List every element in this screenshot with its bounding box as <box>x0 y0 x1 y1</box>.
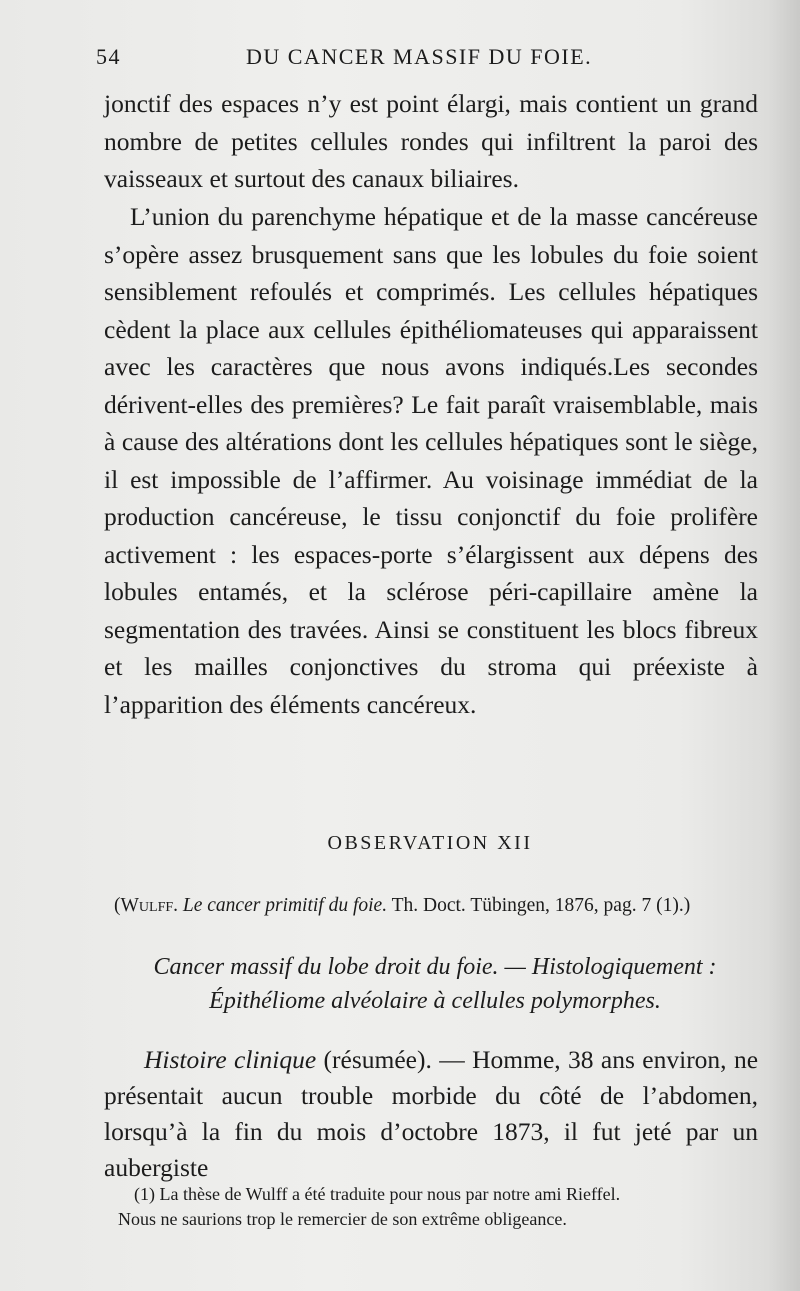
paragraph-histology: L’union du parenchyme hépatique et de la masse cancéreuse s’opère assez brusquement sans que les lobules du foie soient sensiblement refoulés et comprimés. Les cellules hépatiques cèdent la place aux cellules épithéliomateuses qui apparaissent avec les caractères que nous avons indiqués.Les secondes dérivent-elles des premières? Le fait paraît vraisemblable, mais à cause des altérations dont les cellules hépatiques sont le siège, il est impossible de l’affirmer. Au voisinage immédiat de la production cancéreuse, le tissu conjonctif du foie prolifère activement : les espaces-porte s’élargissent aux dépens des lobules entamés, et la sclérose péri-capillaire amène la segmentation des travées. Ainsi se constituent les blocs fibreux et les mailles conjonctives du stroma qui préexiste à l’apparition des éléments cancéreux. <box>104 202 758 719</box>
page-header <box>96 44 756 74</box>
footnote-line2: Nous ne saurions trop le remercier de son extrême obligeance. <box>118 1209 567 1229</box>
observation-citation <box>114 895 774 917</box>
footnote-line1: (1) La thèse de Wulff a été traduite pour nous par notre ami Rieffel. <box>134 1184 621 1204</box>
footnote <box>118 1182 778 1232</box>
citation-author: Wulff. <box>120 895 179 916</box>
citation-open-paren: ( <box>114 895 121 916</box>
observation-title: OBSERVATION XII <box>327 832 533 854</box>
citation-details: Th. Doct. Tübingen, 1876, pag. 7 (1).) <box>391 895 691 916</box>
observation-subtitle-line1: Cancer massif du lobe droit du foie. — Histologiquement : <box>153 954 717 980</box>
page-number: 54 <box>96 44 121 69</box>
clinical-history-label: Histoire clinique <box>144 1045 317 1074</box>
running-title: DU CANCER MASSIF DU FOIE. <box>246 44 593 69</box>
clinical-history-text: (résumée). — Homme, 38 ans environ, ne présentait aucun trouble morbide du côté de l’abdomen, lorsqu’à la fin du mois d’octobre 1873, il fut jeté par un aubergiste <box>104 1045 759 1182</box>
paragraph-clinical-history <box>104 1042 758 1186</box>
observation-subtitle-line2: Épithéliome alvéolaire à cellules polymorphes. <box>209 988 661 1014</box>
citation-work: Le cancer primitif du foie. <box>182 895 388 916</box>
paragraph-continuation: jonctif des espaces n’y est point élargi, mais contient un grand nombre de petites cellules rondes qui infiltrent la paroi des vaisseaux et surtout des canaux biliaires. <box>104 89 758 193</box>
